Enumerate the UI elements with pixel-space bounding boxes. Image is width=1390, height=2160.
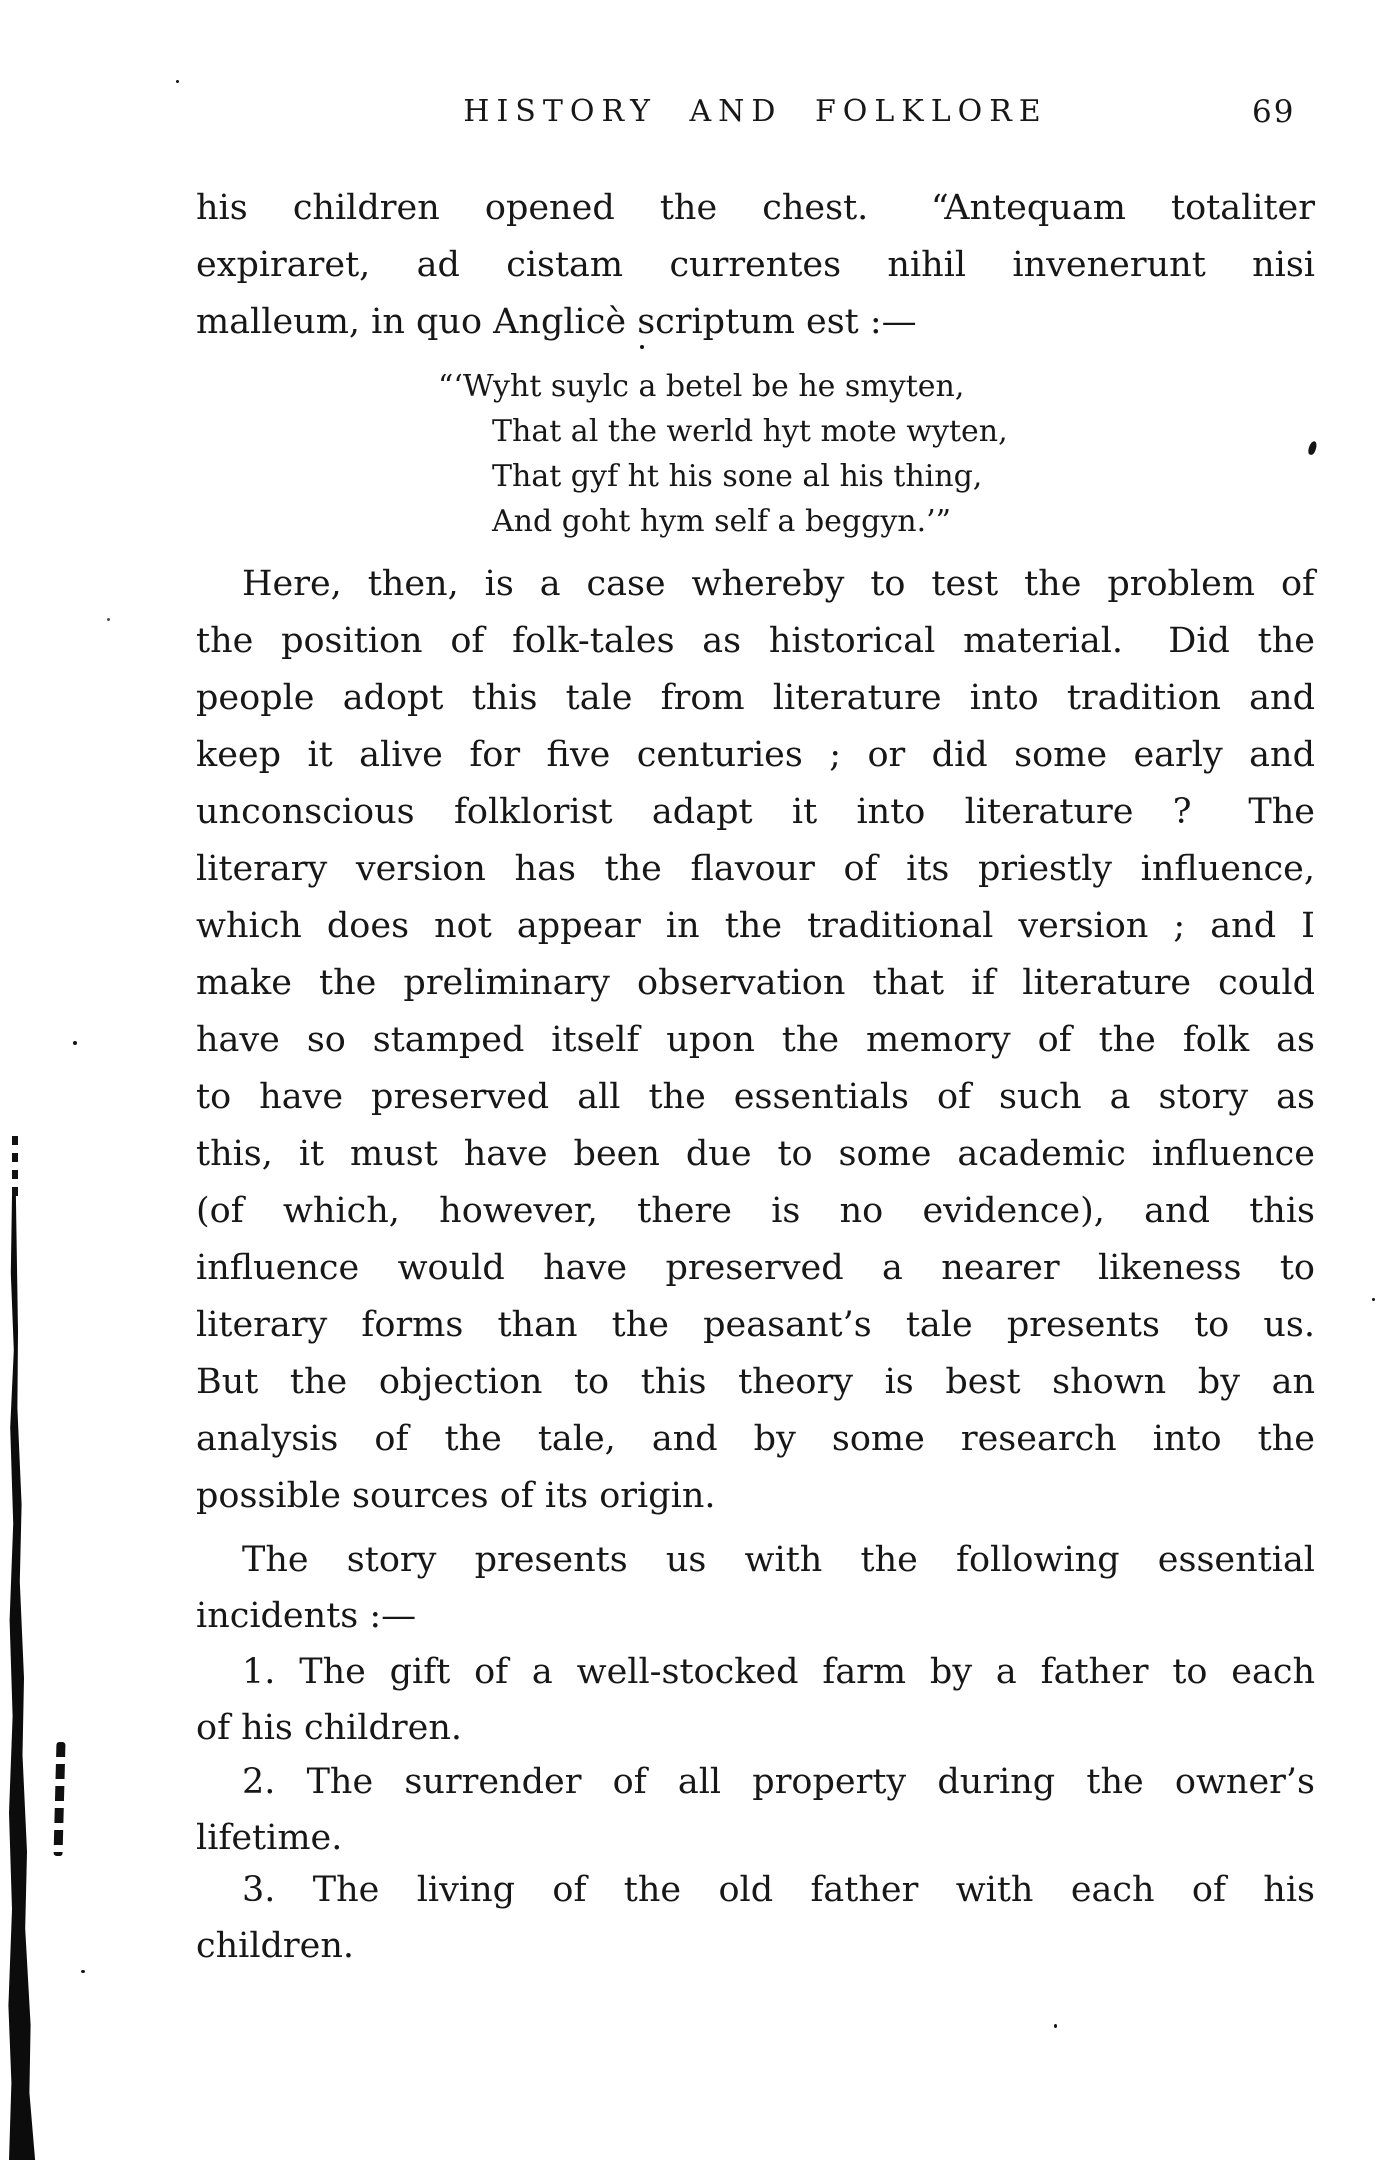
list-item-3 — [196, 1862, 1315, 1974]
binding-streak-dashes — [12, 1136, 18, 1202]
ink-speck — [81, 1970, 85, 1973]
text-line: have so stamped itself upon the memory of the folk as — [196, 1020, 1315, 1060]
text-line: unconscious folklorist adapt it into literature ? The — [196, 792, 1315, 832]
text-line: keep it alive for five centuries ; or did some early and — [196, 735, 1315, 775]
text-line: lifetime. — [196, 1818, 343, 1858]
text-line: influence would have preserved a nearer likeness to — [196, 1248, 1315, 1288]
verse-line: “‘Wyht suylc a betel be he smyten, — [438, 369, 965, 404]
text-line: Here, then, is a case whereby to test the problem of — [242, 564, 1315, 604]
text-line: incidents :— — [196, 1596, 417, 1636]
ink-speck — [1307, 440, 1318, 455]
list-item-2 — [196, 1754, 1315, 1866]
ink-speck — [176, 80, 179, 83]
verse-line: That gyf ht his sone al his thing, — [492, 459, 983, 494]
text-line: 1. The gift of a well-stocked farm by a father to each — [242, 1652, 1315, 1692]
text-line: possible sources of its origin. — [196, 1476, 716, 1516]
text-line: which does not appear in the traditional version ; and I — [196, 906, 1315, 946]
text-line: to have preserved all the essentials of such a story as — [196, 1077, 1315, 1117]
running-header: HISTORY AND FOLKLORE — [463, 94, 1048, 129]
binding-streak — [6, 1196, 36, 2160]
text-line: 3. The living of the old father with each of his — [242, 1870, 1315, 1910]
ink-speck — [1372, 1298, 1375, 1301]
text-line: The story presents us with the following essential — [242, 1540, 1315, 1580]
list-item-1 — [196, 1644, 1315, 1756]
paragraph-argument — [196, 556, 1315, 1525]
text-line: people adopt this tale from literature into tradition and — [196, 678, 1315, 718]
text-line: the position of folk-tales as historical material. Did the — [196, 621, 1315, 661]
paragraph-incidents-intro — [196, 1532, 1315, 1644]
text-line: children. — [196, 1926, 355, 1966]
verse-line: That al the werld hyt mote wyten, — [492, 414, 1008, 449]
text-line: literary version has the flavour of its priestly influence, — [196, 849, 1315, 889]
verse-line: And goht hym self a beggyn.’” — [492, 504, 952, 539]
text-line: (of which, however, there is no evidence), and this — [196, 1191, 1315, 1231]
ink-speck — [73, 1041, 77, 1045]
text-line: malleum, in quo Anglicè scriptum est :— — [196, 302, 917, 342]
text-line: literary forms than the peasant’s tale presents to us. — [196, 1305, 1315, 1345]
text-line: But the objection to this theory is best shown by an — [196, 1362, 1315, 1402]
text-line: this, it must have been due to some academic influence — [196, 1134, 1315, 1174]
text-line: expiraret, ad cistam currentes nihil invenerunt nisi — [196, 245, 1315, 285]
verse-quotation — [438, 364, 1198, 544]
text-line: analysis of the tale, and by some research into the — [196, 1419, 1315, 1459]
paragraph-latin-intro — [196, 180, 1315, 351]
ink-speck — [107, 618, 110, 621]
ink-speck — [1054, 2024, 1057, 2028]
text-line: make the preliminary observation that if literature could — [196, 963, 1315, 1003]
text-line: of his children. — [196, 1708, 463, 1748]
ink-speck — [640, 345, 644, 349]
page-number: 69 — [1252, 94, 1296, 130]
binding-streak-secondary — [54, 1742, 66, 1856]
text-line: 2. The surrender of all property during the owner’s — [242, 1762, 1315, 1802]
text-line: his children opened the chest. “Antequam totaliter — [196, 188, 1315, 228]
